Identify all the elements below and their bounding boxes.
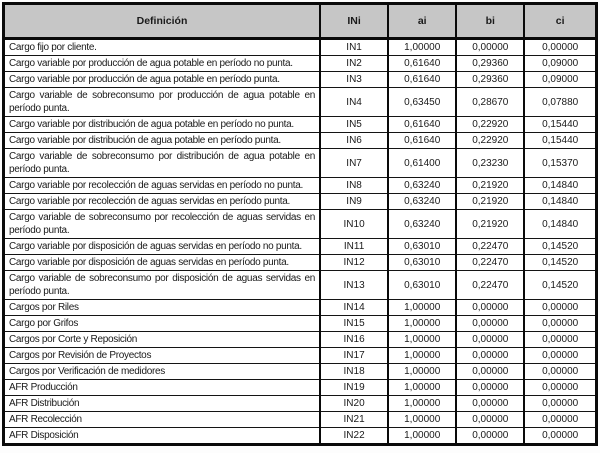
cell-ai: 0,63240: [388, 210, 456, 239]
header-definicion: Definición: [4, 4, 321, 39]
cell-bi: 0,29360: [456, 56, 524, 72]
header-ci: ci: [524, 4, 596, 39]
cell-ai: 0,61640: [388, 133, 456, 149]
cell-ci: 0,07880: [524, 88, 596, 117]
cell-definicion: AFR Producción: [4, 380, 321, 396]
cell-bi: 0,22470: [456, 255, 524, 271]
cell-ini: IN5: [320, 117, 388, 133]
cell-bi: 0,00000: [456, 412, 524, 428]
cell-ini: IN7: [320, 149, 388, 178]
cell-definicion: Cargos por Revisión de Proyectos: [4, 348, 321, 364]
cell-bi: 0,21920: [456, 210, 524, 239]
cell-ci: 0,14520: [524, 271, 596, 300]
table-row: [4, 396, 597, 412]
cell-bi: 0,21920: [456, 178, 524, 194]
header-ini: INi: [320, 4, 388, 39]
cell-ci: 0,14840: [524, 210, 596, 239]
cell-ini: IN12: [320, 255, 388, 271]
cell-ini: IN10: [320, 210, 388, 239]
cell-ini: IN2: [320, 56, 388, 72]
cell-ai: 1,00000: [388, 364, 456, 380]
cell-ci: 0,00000: [524, 316, 596, 332]
cell-definicion: Cargo por Grifos: [4, 316, 321, 332]
table-body: [4, 39, 597, 445]
header-ai: ai: [388, 4, 456, 39]
cell-bi: 0,00000: [456, 428, 524, 445]
cell-bi: 0,22920: [456, 117, 524, 133]
cell-ini: IN3: [320, 72, 388, 88]
cell-ai: 0,63010: [388, 271, 456, 300]
cell-definicion: Cargos por Corte y Reposición: [4, 332, 321, 348]
cell-definicion: AFR Distribución: [4, 396, 321, 412]
table-row: [4, 380, 597, 396]
cell-definicion: Cargo variable por distribución de agua potable en período punta.: [4, 133, 321, 149]
cell-ini: IN22: [320, 428, 388, 445]
cell-ci: 0,14520: [524, 255, 596, 271]
cell-definicion: Cargos por Riles: [4, 300, 321, 316]
cell-definicion: Cargo variable de sobreconsumo por distribución de agua potable en período punta.: [4, 149, 321, 178]
table-row: [4, 271, 597, 300]
cell-definicion: Cargo variable por recolección de aguas servidas en período no punta.: [4, 178, 321, 194]
cell-ai: 1,00000: [388, 348, 456, 364]
cell-ai: 0,61640: [388, 117, 456, 133]
cell-bi: 0,21920: [456, 194, 524, 210]
cell-ci: 0,00000: [524, 300, 596, 316]
cell-ini: IN15: [320, 316, 388, 332]
cell-ini: IN20: [320, 396, 388, 412]
cell-ci: 0,15440: [524, 133, 596, 149]
cell-ini: IN1: [320, 39, 388, 56]
cell-ai: 0,61400: [388, 149, 456, 178]
table-row: [4, 255, 597, 271]
cell-ai: 1,00000: [388, 39, 456, 56]
table-row: [4, 56, 597, 72]
cell-bi: 0,00000: [456, 396, 524, 412]
cell-bi: 0,22470: [456, 239, 524, 255]
table-row: [4, 332, 597, 348]
cell-definicion: Cargo variable de sobreconsumo por recolección de aguas servidas en período punta.: [4, 210, 321, 239]
cell-bi: 0,00000: [456, 39, 524, 56]
cell-definicion: Cargo variable de sobreconsumo por producción de agua potable en período punta.: [4, 88, 321, 117]
cell-definicion: Cargos por Verificación de medidores: [4, 364, 321, 380]
cell-bi: 0,23230: [456, 149, 524, 178]
table-row: [4, 300, 597, 316]
table-row: [4, 428, 597, 445]
cell-bi: 0,00000: [456, 348, 524, 364]
cell-ai: 0,63240: [388, 194, 456, 210]
table-row: [4, 72, 597, 88]
cell-ci: 0,00000: [524, 428, 596, 445]
cell-ci: 0,00000: [524, 39, 596, 56]
cell-bi: 0,29360: [456, 72, 524, 88]
cell-definicion: Cargo variable por producción de agua potable en período no punta.: [4, 56, 321, 72]
cell-ini: IN14: [320, 300, 388, 316]
cell-ini: IN11: [320, 239, 388, 255]
table-row: [4, 149, 597, 178]
cell-bi: 0,00000: [456, 364, 524, 380]
cell-ini: IN16: [320, 332, 388, 348]
cell-ai: 1,00000: [388, 396, 456, 412]
cell-bi: 0,28670: [456, 88, 524, 117]
cell-ci: 0,00000: [524, 412, 596, 428]
cell-bi: 0,00000: [456, 380, 524, 396]
cell-ci: 0,15440: [524, 117, 596, 133]
cell-ai: 0,63010: [388, 239, 456, 255]
cell-ai: 1,00000: [388, 412, 456, 428]
cell-ci: 0,14520: [524, 239, 596, 255]
cell-bi: 0,00000: [456, 300, 524, 316]
cell-ci: 0,09000: [524, 72, 596, 88]
cell-ini: IN18: [320, 364, 388, 380]
cell-ini: IN9: [320, 194, 388, 210]
cell-definicion: Cargo variable por disposición de aguas servidas en período no punta.: [4, 239, 321, 255]
table-row: [4, 194, 597, 210]
cell-definicion: Cargo variable por distribución de agua potable en período no punta.: [4, 117, 321, 133]
cell-ci: 0,14840: [524, 178, 596, 194]
cell-definicion: Cargo variable por disposición de aguas servidas en período punta.: [4, 255, 321, 271]
table-row: [4, 133, 597, 149]
cell-ai: 1,00000: [388, 316, 456, 332]
cell-definicion: Cargo variable por recolección de aguas servidas en período punta.: [4, 194, 321, 210]
cell-ini: IN17: [320, 348, 388, 364]
table-row: [4, 39, 597, 56]
cell-ini: IN13: [320, 271, 388, 300]
cell-ini: IN19: [320, 380, 388, 396]
cell-ai: 1,00000: [388, 428, 456, 445]
cell-definicion: Cargo fijo por cliente.: [4, 39, 321, 56]
cell-ini: IN4: [320, 88, 388, 117]
cell-ini: IN21: [320, 412, 388, 428]
table-header: [4, 4, 597, 39]
cell-ai: 0,61640: [388, 56, 456, 72]
table-row: [4, 348, 597, 364]
cell-ci: 0,00000: [524, 396, 596, 412]
cell-bi: 0,22920: [456, 133, 524, 149]
cell-definicion: Cargo variable por producción de agua potable en período punta.: [4, 72, 321, 88]
cell-ai: 1,00000: [388, 380, 456, 396]
cell-ci: 0,00000: [524, 332, 596, 348]
cell-ini: IN8: [320, 178, 388, 194]
table-row: [4, 210, 597, 239]
cell-ci: 0,00000: [524, 348, 596, 364]
table-row: [4, 117, 597, 133]
table-row: [4, 412, 597, 428]
header-bi: bi: [456, 4, 524, 39]
cell-bi: 0,00000: [456, 316, 524, 332]
tariff-coefficients-table: [2, 2, 598, 446]
table-row: [4, 316, 597, 332]
cell-ci: 0,09000: [524, 56, 596, 72]
cell-ai: 1,00000: [388, 300, 456, 316]
cell-definicion: Cargo variable de sobreconsumo por disposición de aguas servidas en período punta.: [4, 271, 321, 300]
cell-bi: 0,00000: [456, 332, 524, 348]
cell-ai: 0,63240: [388, 178, 456, 194]
cell-ini: IN6: [320, 133, 388, 149]
header-row: [4, 4, 597, 39]
table-row: [4, 239, 597, 255]
cell-ci: 0,15370: [524, 149, 596, 178]
table-row: [4, 178, 597, 194]
cell-ai: 0,63450: [388, 88, 456, 117]
cell-ai: 1,00000: [388, 332, 456, 348]
cell-bi: 0,22470: [456, 271, 524, 300]
cell-ci: 0,00000: [524, 380, 596, 396]
cell-definicion: AFR Recolección: [4, 412, 321, 428]
table-row: [4, 88, 597, 117]
cell-ai: 0,63010: [388, 255, 456, 271]
cell-definicion: AFR Disposición: [4, 428, 321, 445]
cell-ai: 0,61640: [388, 72, 456, 88]
table-row: [4, 364, 597, 380]
cell-ci: 0,14840: [524, 194, 596, 210]
cell-ci: 0,00000: [524, 364, 596, 380]
